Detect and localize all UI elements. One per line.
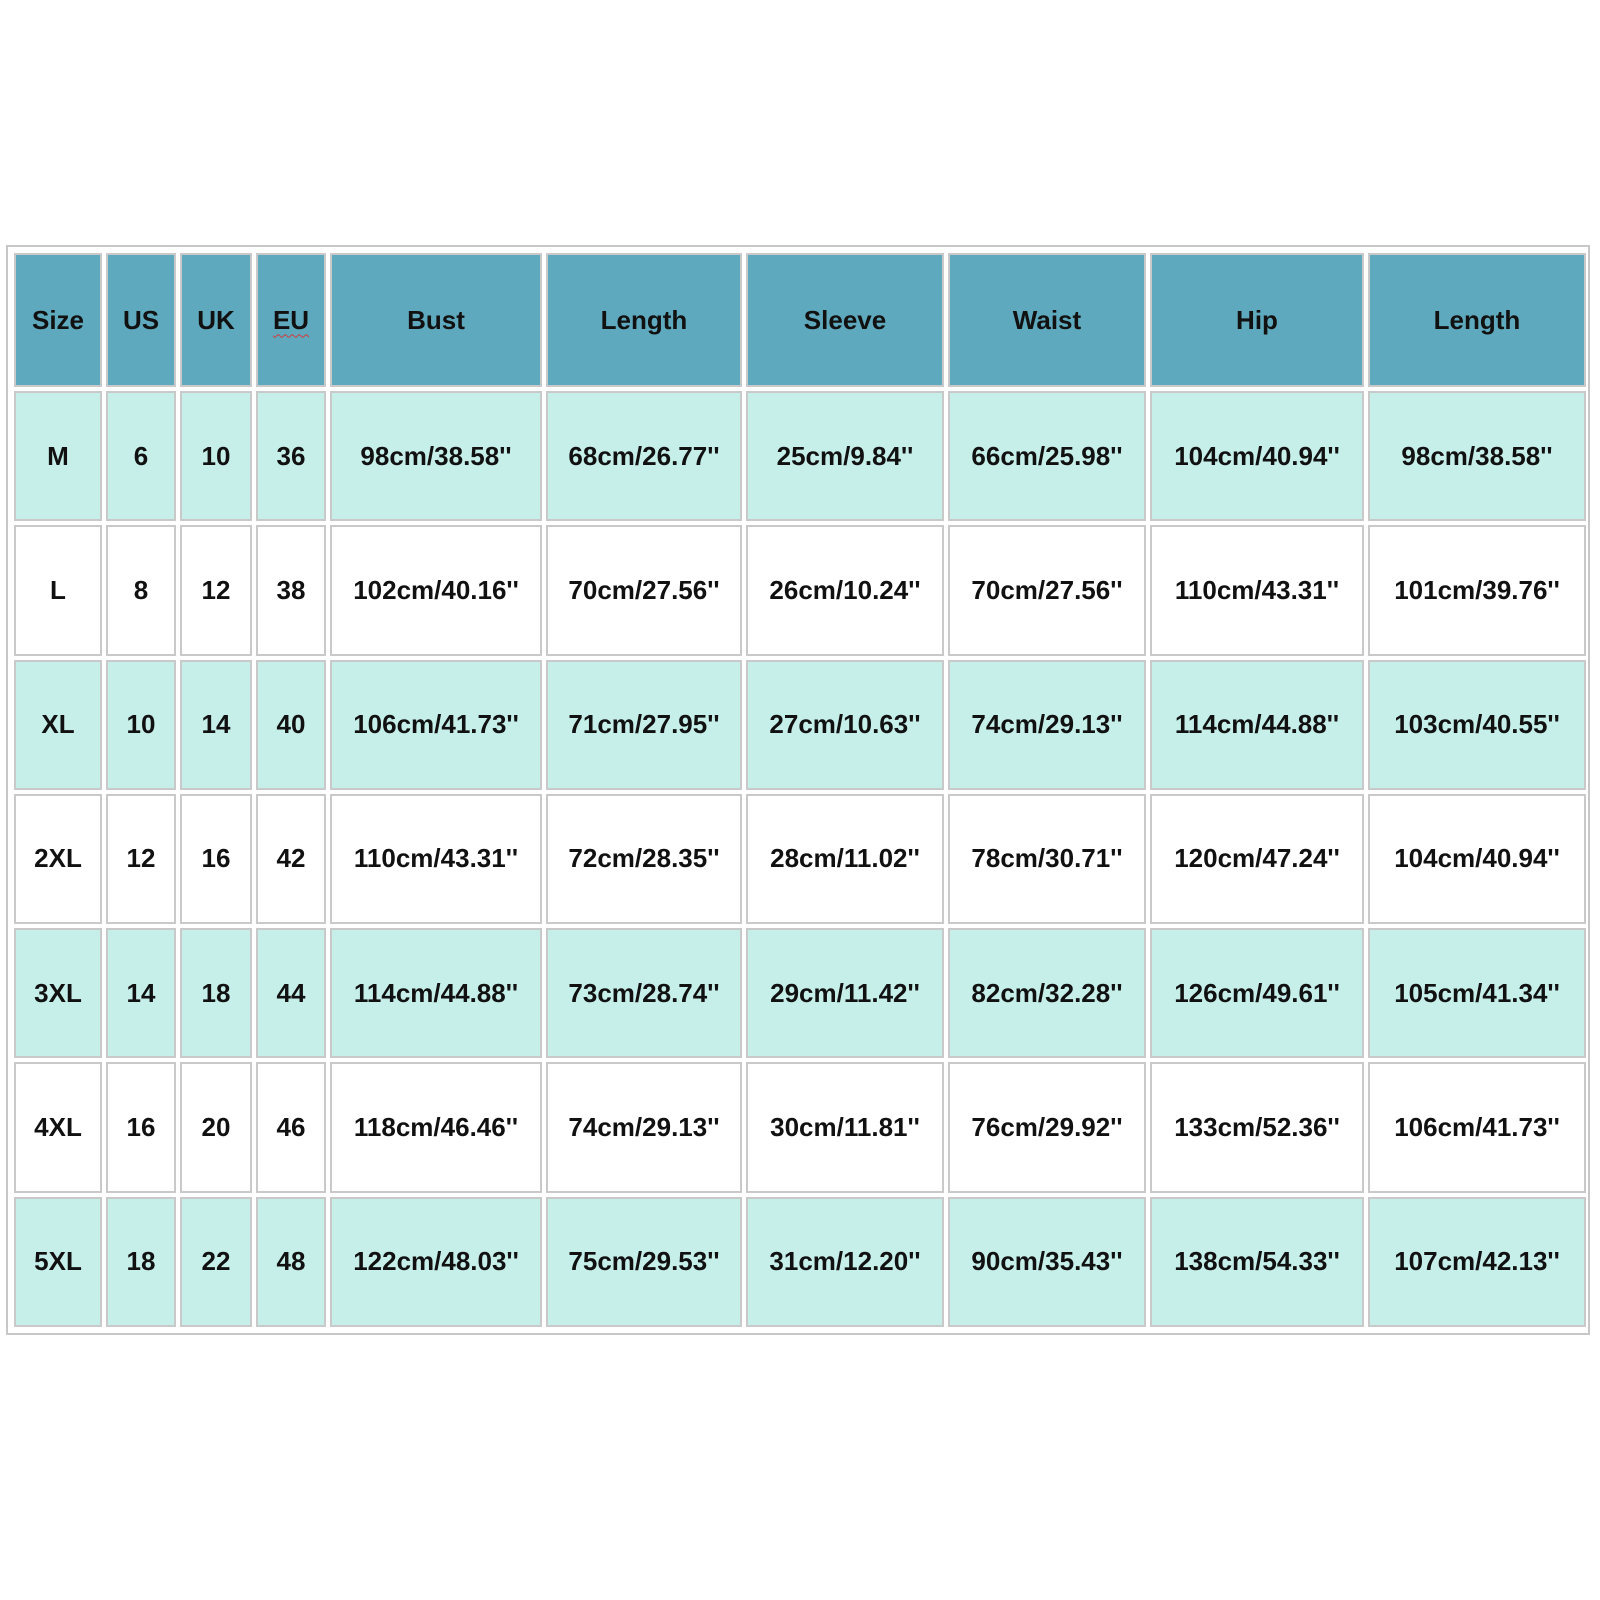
header-size: Size xyxy=(14,253,102,387)
header-uk: UK xyxy=(180,253,252,387)
cell-sleeve: 26cm/10.24'' xyxy=(746,525,944,655)
cell-bottom-length: 104cm/40.94'' xyxy=(1368,794,1586,924)
cell-bust: 102cm/40.16'' xyxy=(330,525,542,655)
cell-waist: 74cm/29.13'' xyxy=(948,660,1146,790)
cell-eu: 48 xyxy=(256,1197,326,1327)
size-chart xyxy=(6,245,1590,1335)
cell-hip: 114cm/44.88'' xyxy=(1150,660,1364,790)
table-row xyxy=(14,928,1586,1058)
cell-bust: 106cm/41.73'' xyxy=(330,660,542,790)
cell-top-length: 75cm/29.53'' xyxy=(546,1197,742,1327)
cell-bottom-length: 106cm/41.73'' xyxy=(1368,1062,1586,1192)
table-row xyxy=(14,525,1586,655)
cell-size: XL xyxy=(14,660,102,790)
cell-waist: 90cm/35.43'' xyxy=(948,1197,1146,1327)
cell-top-length: 70cm/27.56'' xyxy=(546,525,742,655)
cell-us: 12 xyxy=(106,794,176,924)
cell-hip: 120cm/47.24'' xyxy=(1150,794,1364,924)
cell-uk: 10 xyxy=(180,391,252,521)
cell-bust: 110cm/43.31'' xyxy=(330,794,542,924)
cell-hip: 138cm/54.33'' xyxy=(1150,1197,1364,1327)
cell-waist: 70cm/27.56'' xyxy=(948,525,1146,655)
cell-uk: 22 xyxy=(180,1197,252,1327)
table-row xyxy=(14,1197,1586,1327)
header-sleeve: Sleeve xyxy=(746,253,944,387)
cell-eu: 46 xyxy=(256,1062,326,1192)
header-top-length: Length xyxy=(546,253,742,387)
cell-waist: 78cm/30.71'' xyxy=(948,794,1146,924)
header-hip: Hip xyxy=(1150,253,1364,387)
cell-sleeve: 28cm/11.02'' xyxy=(746,794,944,924)
cell-size: 2XL xyxy=(14,794,102,924)
cell-sleeve: 29cm/11.42'' xyxy=(746,928,944,1058)
cell-top-length: 73cm/28.74'' xyxy=(546,928,742,1058)
cell-bust: 98cm/38.58'' xyxy=(330,391,542,521)
cell-hip: 104cm/40.94'' xyxy=(1150,391,1364,521)
cell-eu: 44 xyxy=(256,928,326,1058)
header-us: US xyxy=(106,253,176,387)
cell-top-length: 68cm/26.77'' xyxy=(546,391,742,521)
header-eu-label: EU xyxy=(272,304,310,335)
cell-us: 8 xyxy=(106,525,176,655)
cell-eu: 36 xyxy=(256,391,326,521)
cell-us: 6 xyxy=(106,391,176,521)
header-waist: Waist xyxy=(948,253,1146,387)
cell-uk: 14 xyxy=(180,660,252,790)
cell-top-length: 72cm/28.35'' xyxy=(546,794,742,924)
cell-eu: 38 xyxy=(256,525,326,655)
table-row xyxy=(14,794,1586,924)
cell-bottom-length: 107cm/42.13'' xyxy=(1368,1197,1586,1327)
cell-bottom-length: 103cm/40.55'' xyxy=(1368,660,1586,790)
cell-hip: 110cm/43.31'' xyxy=(1150,525,1364,655)
cell-size: L xyxy=(14,525,102,655)
table-row xyxy=(14,391,1586,521)
cell-us: 16 xyxy=(106,1062,176,1192)
cell-eu: 40 xyxy=(256,660,326,790)
cell-bust: 114cm/44.88'' xyxy=(330,928,542,1058)
cell-bottom-length: 105cm/41.34'' xyxy=(1368,928,1586,1058)
cell-sleeve: 25cm/9.84'' xyxy=(746,391,944,521)
cell-sleeve: 31cm/12.20'' xyxy=(746,1197,944,1327)
cell-sleeve: 27cm/10.63'' xyxy=(746,660,944,790)
size-chart-body xyxy=(14,391,1586,1327)
cell-eu: 42 xyxy=(256,794,326,924)
cell-waist: 82cm/32.28'' xyxy=(948,928,1146,1058)
cell-uk: 18 xyxy=(180,928,252,1058)
cell-waist: 66cm/25.98'' xyxy=(948,391,1146,521)
size-chart-table xyxy=(10,249,1590,1331)
cell-bottom-length: 101cm/39.76'' xyxy=(1368,525,1586,655)
cell-bust: 122cm/48.03'' xyxy=(330,1197,542,1327)
header-row xyxy=(14,253,1586,387)
cell-uk: 16 xyxy=(180,794,252,924)
cell-size: 3XL xyxy=(14,928,102,1058)
cell-us: 18 xyxy=(106,1197,176,1327)
cell-hip: 126cm/49.61'' xyxy=(1150,928,1364,1058)
cell-size: 4XL xyxy=(14,1062,102,1192)
cell-bottom-length: 98cm/38.58'' xyxy=(1368,391,1586,521)
header-eu xyxy=(256,253,326,387)
table-row xyxy=(14,1062,1586,1192)
cell-us: 14 xyxy=(106,928,176,1058)
cell-top-length: 71cm/27.95'' xyxy=(546,660,742,790)
header-bottom-length: Length xyxy=(1368,253,1586,387)
cell-sleeve: 30cm/11.81'' xyxy=(746,1062,944,1192)
cell-hip: 133cm/52.36'' xyxy=(1150,1062,1364,1192)
cell-uk: 20 xyxy=(180,1062,252,1192)
cell-bust: 118cm/46.46'' xyxy=(330,1062,542,1192)
table-row xyxy=(14,660,1586,790)
cell-size: M xyxy=(14,391,102,521)
cell-us: 10 xyxy=(106,660,176,790)
cell-size: 5XL xyxy=(14,1197,102,1327)
cell-waist: 76cm/29.92'' xyxy=(948,1062,1146,1192)
cell-top-length: 74cm/29.13'' xyxy=(546,1062,742,1192)
header-bust: Bust xyxy=(330,253,542,387)
cell-uk: 12 xyxy=(180,525,252,655)
